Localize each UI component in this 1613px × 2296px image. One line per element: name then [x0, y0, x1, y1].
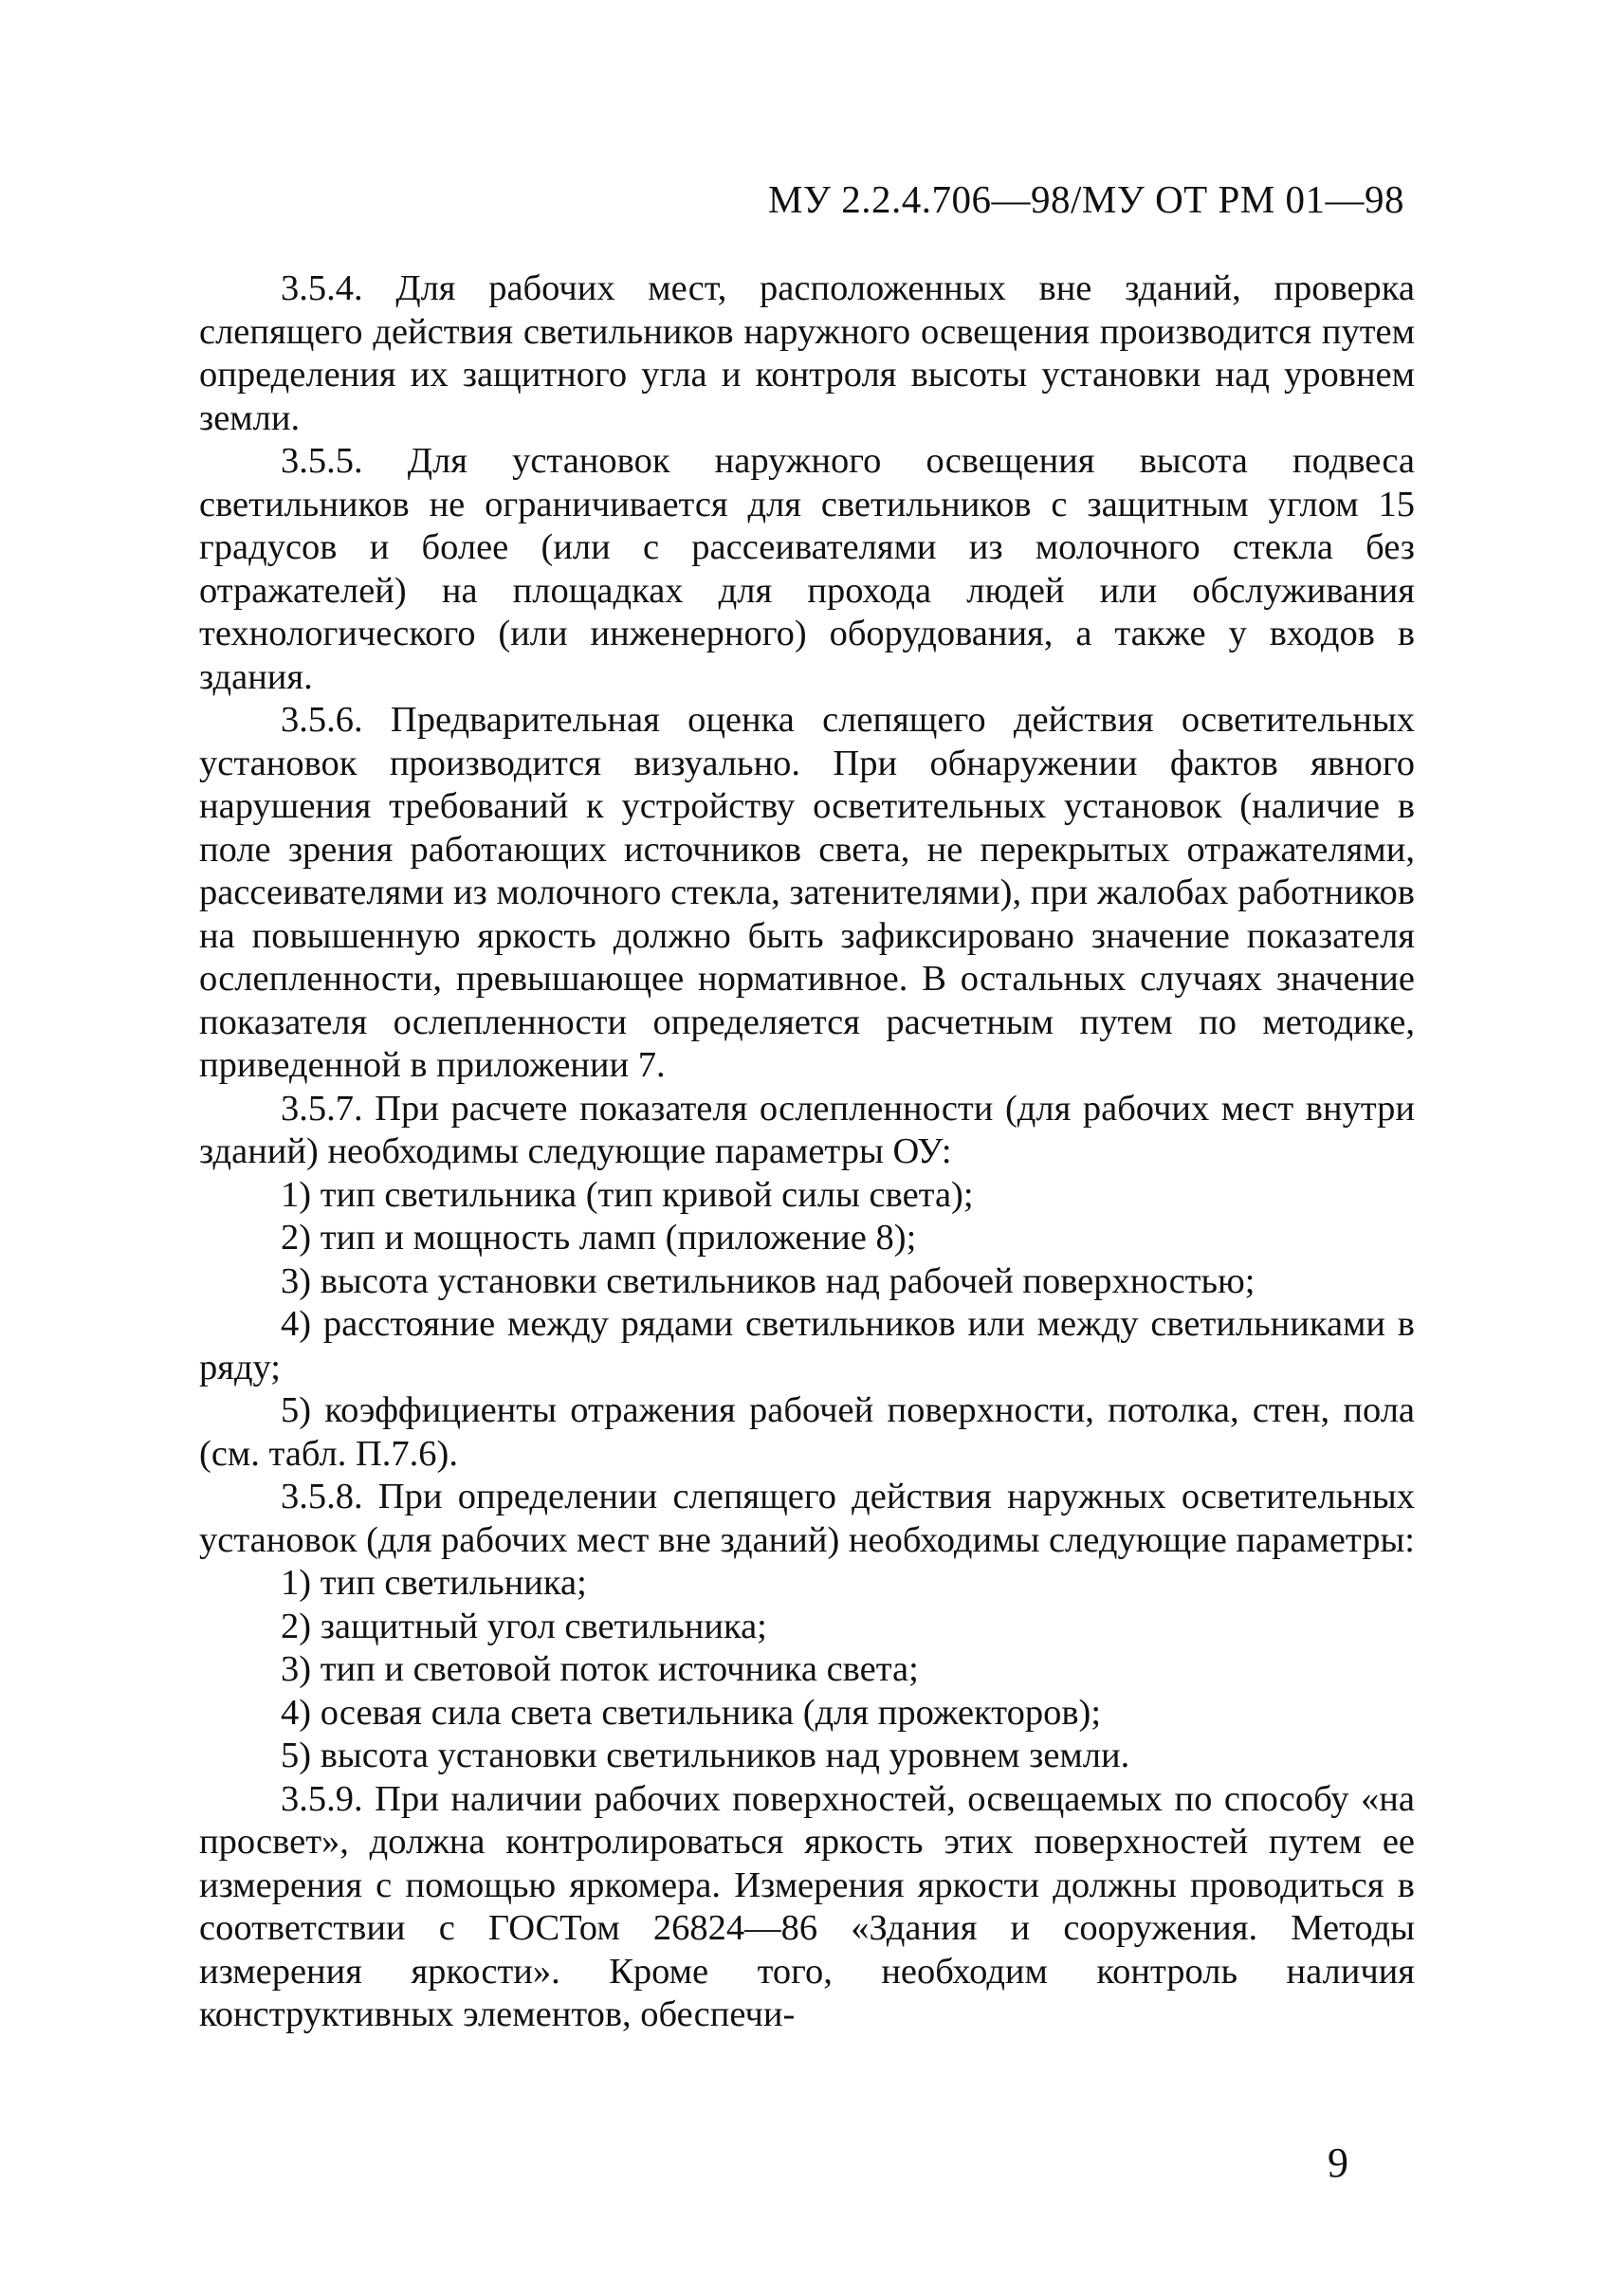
list-item: 5) высота установки светильников над уровнем земли. [281, 1736, 1130, 1775]
paragraph-3-5-9: 3.5.9. При наличии рабочих поверхностей, освещаемых по способу «на просвет», должна контролироваться яркость этих поверхностей путем ее измерения с помощью яркомера. Измерения яркости должны проводиться в соответствии с ГОСТом 26824—86 «Здания и сооружения. Методы измерения яркости». Кроме того, необходим контроль наличия конструктивных элементов, обеспечи- [199, 1778, 1415, 2034]
list-item: 2) тип и мощность ламп (приложение 8); [281, 1218, 917, 1258]
list-item: 1) тип светильника; [281, 1563, 587, 1603]
paragraph-3-5-5: 3.5.5. Для установок наружного освещения высота подвеса светильников не ограничивается для светильников с защитным углом 15 градусов и более (или с рассеивателями из молочного стекла без отражателей) на площадках для прохода людей или обслуживания технологического (или инженерного) оборудования, а также у входов в здания. [199, 441, 1415, 697]
list-item: 2) защитный угол светильника; [281, 1606, 767, 1646]
paragraph-3-5-7: 3.5.7. При расчете показателя ослепленности (для рабочих мест внутри зданий) необходимы следующие параметры ОУ: [199, 1088, 1415, 1171]
paragraph-3-5-6: 3.5.6. Предварительная оценка слепящего действия осветительных установок производится визуально. При обнаружении фактов явного нарушения требований к устройству осветительных установок (наличие в поле зрения работающих источников света, не перекрытых отражателями, рассеивателями из молочного стекла, затенителями), при жалобах работников на повышенную яркость должно быть зафиксировано значение показателя ослепленности, превышающее нормативное. В остальных случаях значение показателя ослепленности определяется расчетным путем по методике, приведенной в приложении 7. [199, 700, 1415, 1085]
list-item: 4) расстояние между рядами светильников или между светильниками в ряду; [199, 1304, 1415, 1387]
list-item: 4) осевая сила света светильника (для прожекторов); [281, 1692, 1102, 1733]
list-item: 3) тип и световой поток источника света; [281, 1649, 919, 1689]
document-code-header: МУ 2.2.4.706—98/МУ ОТ РМ 01—98 [767, 177, 1404, 221]
paragraph-3-5-4: 3.5.4. Для рабочих мест, расположенных вне зданий, проверка слепящего действия светильников наружного освещения производится путем определения их защитного угла и контроля высоты установки над уровнем земли. [199, 268, 1415, 438]
list-item: 5) коэффициенты отражения рабочей поверхности, потолка, стен, пола (см. табл. П.7.6). [199, 1390, 1415, 1474]
list-item: 3) высота установки светильников над рабочей поверхностью; [281, 1260, 1256, 1301]
paragraph-3-5-8: 3.5.8. При определении слепящего действия наружных осветительных установок (для рабочих мест вне зданий) необходимы следующие параметры: [199, 1477, 1416, 1560]
body-text [199, 267, 1415, 2037]
page-number: 9 [1328, 2140, 1348, 2186]
list-item: 1) тип светильника (тип кривой силы света); [281, 1174, 974, 1215]
